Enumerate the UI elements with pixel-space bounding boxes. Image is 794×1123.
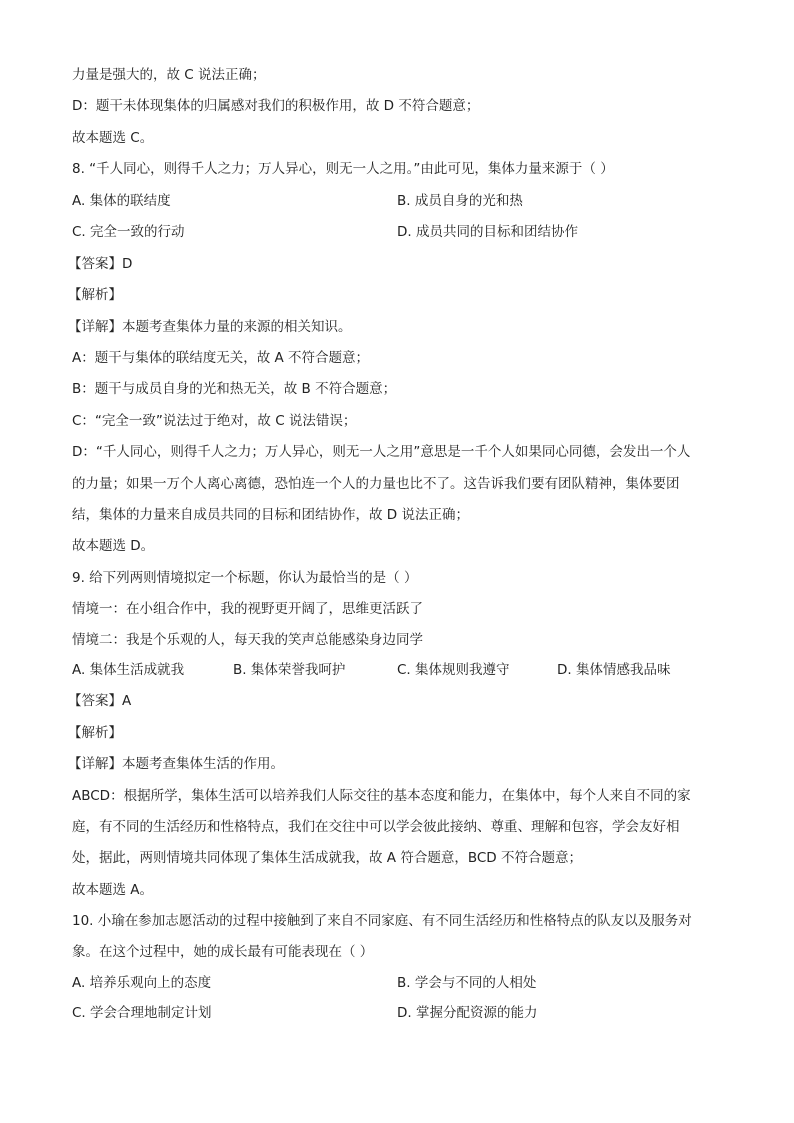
q8-explain-6: 结，集体的力量来自成员共同的目标和团结协作，故 D 说法正确；: [72, 507, 469, 523]
q9-situation-1: 情境一：在小组合作中，我的视野更开阔了，思维更活跃了: [72, 601, 423, 617]
q8-stem: 8. “千人同心，则得千人之力；万人异心，则无一人之用。”由此可见，集体力量来源于（ ）: [72, 161, 614, 177]
intro-line-2: D：题干未体现集体的归属感对我们的积极作用，故 D 不符合题意；: [72, 98, 480, 114]
q9-option-d: D. 集体情感我品味: [557, 662, 671, 678]
q8-option-a: A. 集体的联结度: [72, 193, 171, 209]
q8-detail: 【详解】本题考查集体力量的来源的相关知识。: [68, 319, 352, 335]
q9-option-c: C. 集体规则我遵守: [397, 662, 510, 678]
q8-explain-1: A：题干与集体的联结度无关，故 A 不符合题意；: [72, 350, 370, 366]
q10-option-d: D. 掌握分配资源的能力: [397, 1005, 538, 1021]
q8-option-b: B. 成员自身的光和热: [397, 193, 523, 209]
intro-line-1: 力量是强大的，故 C 说法正确；: [72, 67, 266, 83]
q10-stem-2: 象。在这个过程中，她的成长最有可能表现在（ ）: [72, 944, 374, 960]
q9-stem: 9. 给下列两则情境拟定一个标题，你认为最恰当的是（ ）: [72, 570, 418, 586]
q9-answer: 【答案】A: [68, 693, 132, 709]
q8-explain-4: D：“千人同心，则得千人之力；万人异心，则无一人之用”意思是一千个人如果同心同德，会发出一个人: [72, 444, 691, 460]
q8-option-d: D. 成员共同的目标和团结协作: [397, 224, 578, 240]
q9-option-b: B. 集体荣誉我呵护: [233, 662, 346, 678]
q9-explain-2: 庭，有不同的生活经历和性格特点，我们在交往中可以学会彼此接纳、尊重、理解和包容，学会友好相: [72, 819, 680, 835]
q10-option-c: C. 学会合理地制定计划: [72, 1005, 212, 1021]
q8-answer: 【答案】D: [68, 256, 133, 272]
q9-explain-1: ABCD：根据所学，集体生活可以培养我们人际交往的基本态度和能力，在集体中，每个人来自不同的家: [72, 788, 691, 804]
intro-line-3: 故本题选 C。: [72, 130, 154, 146]
q9-explain-4: 故本题选 A。: [72, 882, 154, 898]
q10-option-b: B. 学会与不同的人相处: [397, 975, 537, 991]
q9-option-a: A. 集体生活成就我: [72, 662, 185, 678]
q8-explain-2: B：题干与成员自身的光和热无关，故 B 不符合题意；: [72, 381, 397, 397]
q9-detail: 【详解】本题考查集体生活的作用。: [68, 756, 284, 772]
q8-explain-5: 的力量；如果一万个人离心离德，恐怕连一个人的力量也比不了。这告诉我们要有团队精神，集体要团: [72, 476, 680, 492]
q8-explain-3: C：“完全一致”说法过于绝对，故 C 说法错误；: [72, 413, 357, 429]
q8-option-c: C. 完全一致的行动: [72, 224, 185, 240]
q9-situation-2: 情境二：我是个乐观的人，每天我的笑声总能感染身边同学: [72, 632, 423, 648]
q10-option-a: A. 培养乐观向上的态度: [72, 975, 212, 991]
q8-explain-7: 故本题选 D。: [72, 538, 155, 554]
q10-stem-1: 10. 小瑜在参加志愿活动的过程中接触到了来自不同家庭、有不同生活经历和性格特点的队友以及服务对: [72, 913, 692, 929]
q9-explain-3: 处，据此，两则情境共同体现了集体生活成就我，故 A 符合题意，BCD 不符合题意；: [72, 850, 582, 866]
q8-analysis-label: 【解析】: [68, 287, 122, 303]
q9-analysis-label: 【解析】: [68, 725, 122, 741]
